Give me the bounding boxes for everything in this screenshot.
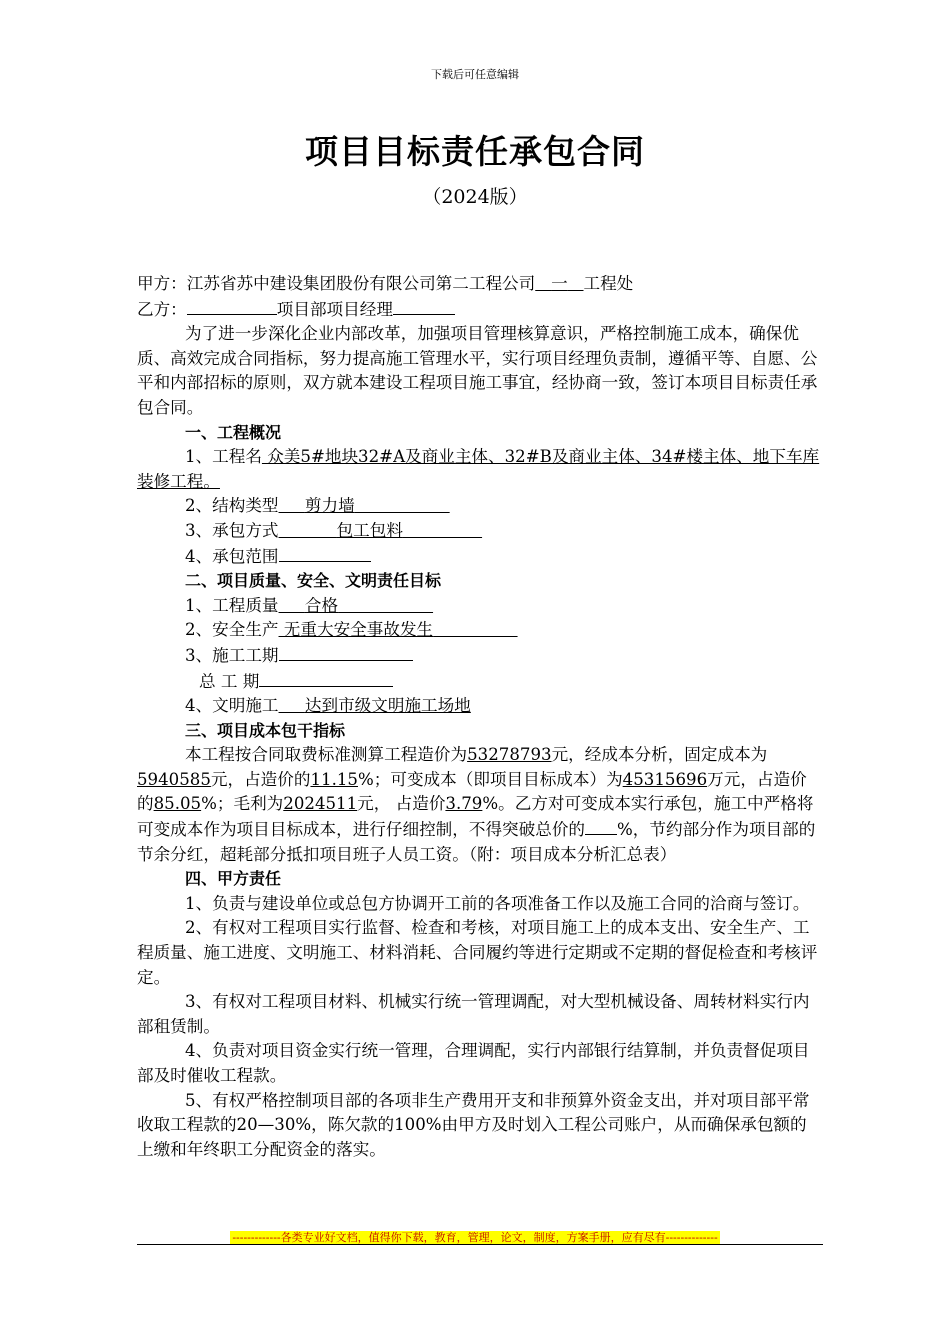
structure-field	[279, 496, 450, 515]
variable-cost-percent: 85.05	[153, 794, 202, 814]
footer-text: -------------各类专业好文档，值得你下载，教育，管理，论文，制度，方案手册，应有尽有--------------	[232, 1231, 718, 1244]
total-period-line	[137, 669, 823, 695]
period-blank	[279, 643, 413, 661]
section-3-heading: 三、项目成本包干指标	[185, 720, 346, 740]
cost-text: 元，占造价的	[210, 769, 311, 789]
contract-mode-value: 包工包料	[336, 520, 403, 540]
cost-text: 元，经成本分析，固定成本为	[551, 745, 768, 765]
intro-paragraph: 为了进一步深化企业内部改革，加强项目管理核算意识，严格控制施工成本，确保优质、高效完成合同指标，努力提高施工管理水平，实行项目经理负责制，遵循平等、自愿、公平和内部招标的原则，双方就本建设工程项目施工事宜，经协商一致，签订本项目目标责任承包合同。	[137, 324, 818, 417]
safety-label: 2、安全生产	[185, 620, 279, 640]
scope-blank	[279, 544, 371, 562]
fixed-cost-value: 5940585	[137, 769, 211, 789]
section-4-heading: 四、甲方责任	[185, 869, 282, 889]
footer-banner	[0, 1226, 950, 1245]
party-b-label: 乙方：	[137, 299, 187, 319]
total-period-label: 总 工 期	[199, 671, 260, 691]
party-b-suffix: 项目部项目经理	[276, 299, 393, 319]
cost-text: %；毛利为	[201, 794, 284, 814]
scope-label: 4、承包范围	[185, 546, 279, 566]
gross-profit-percent: 3.79	[445, 794, 483, 814]
safety-value: 无重大安全事故发生	[278, 620, 434, 640]
cost-text: 元， 占造价	[357, 794, 446, 814]
party-a-duty-4: 4、负责对项目资金实行统一管理，合理调配，实行内部银行结算制，并负责督促项目部及时催收工程款。	[137, 1041, 810, 1085]
party-a-duty-1: 1、负责与建设单位或总包方协调开工前的各项准备工作以及施工合同的洽商与签订。	[185, 893, 810, 913]
section-1-heading: 一、工程概况	[185, 422, 282, 442]
gross-profit-value: 2024511	[283, 794, 358, 814]
project-name-value: 众美5#地块32#A及商业主体、32#B及商业主体、34#楼主体、地下车库装修工程。	[137, 447, 820, 491]
contract-mode-line	[137, 519, 823, 544]
party-a-duty-3: 3、有权对工程项目材料、机械实行统一管理调配，对大型机械设备、周转材料实行内部租赁制。	[137, 992, 810, 1036]
contract-body	[137, 272, 823, 1162]
scope-line	[137, 544, 823, 570]
party-b-blank	[187, 297, 277, 315]
project-name-line	[137, 445, 823, 494]
document-title: 项目目标责任承包合同	[305, 132, 645, 171]
party-a-label: 甲方：	[137, 274, 187, 293]
limit-percent-blank	[585, 817, 617, 835]
cost-text: %。乙方对可变成本实行承包，施工中严格将可变成本作为项目目标成本，进行仔细控制，不得突破总价的	[137, 794, 814, 840]
footer-divider	[137, 1244, 823, 1245]
civil-value: 达到市级文明施工场地	[304, 696, 471, 716]
header-note: 下载后可任意编辑	[431, 68, 519, 81]
party-b-manager-blank	[393, 297, 455, 315]
total-period-blank	[259, 669, 393, 687]
cost-text: 万元，占造价的	[137, 769, 807, 814]
period-label: 3、施工工期	[185, 645, 279, 665]
civil-label: 4、文明施工	[185, 696, 279, 716]
civil-line	[137, 694, 823, 719]
structure-line	[137, 494, 823, 519]
safety-line	[137, 618, 823, 643]
total-cost-value: 53278793	[467, 745, 552, 765]
quality-value: 合格	[304, 595, 339, 615]
project-name-label: 1、工程名	[185, 447, 262, 467]
party-b-line	[137, 297, 823, 323]
quality-label: 1、工程质量	[185, 595, 279, 615]
contract-mode-field	[279, 521, 483, 540]
document-version: （2024版）	[422, 186, 528, 208]
cost-paragraph	[137, 743, 823, 867]
structure-label: 2、结构类型	[185, 496, 279, 516]
party-a-division	[535, 274, 583, 293]
cost-text: %，节约部分作为项目部的节余分红，超耗部分抵扣项目班子人员工资。（附：项目成本分析汇总表）	[137, 820, 816, 864]
section-2-heading: 二、项目质量、安全、文明责任目标	[185, 571, 442, 591]
party-a-name: 江苏省苏中建设集团股份有限公司第二工程公司	[186, 274, 536, 293]
safety-field	[279, 620, 518, 639]
civil-field	[279, 696, 471, 715]
party-a-line	[137, 272, 823, 297]
party-a-division-value: 一	[551, 274, 568, 293]
quality-line	[137, 594, 823, 619]
quality-field	[279, 596, 434, 615]
variable-cost-value: 45315696	[622, 769, 708, 789]
party-a-duty-2: 2、有权对工程项目实行监督、检查和考核，对项目施工上的成本支出、安全生产、工程质量、施工进度、文明施工、材料消耗、合同履约等进行定期或不定期的督促检查和考核评定。	[137, 918, 818, 987]
contract-mode-label: 3、承包方式	[185, 520, 279, 540]
party-a-suffix: 工程处	[583, 274, 634, 293]
cost-text: 本工程按合同取费标准测算工程造价为	[185, 745, 468, 765]
structure-value: 剪力墙	[304, 496, 355, 516]
period-line	[137, 643, 823, 669]
cost-text: %；可变成本（即项目目标成本）为	[357, 769, 623, 789]
fixed-cost-percent: 11.15	[310, 769, 358, 789]
party-a-duty-5: 5、有权严格控制项目部的各项非生产费用开支和非预算外资金支出，并对项目部平常收取工程款的20—30%，陈欠款的100%由甲方及时划入工程公司账户，从而确保承包额的上缴和年终职工分配资金的落实。	[137, 1090, 810, 1159]
